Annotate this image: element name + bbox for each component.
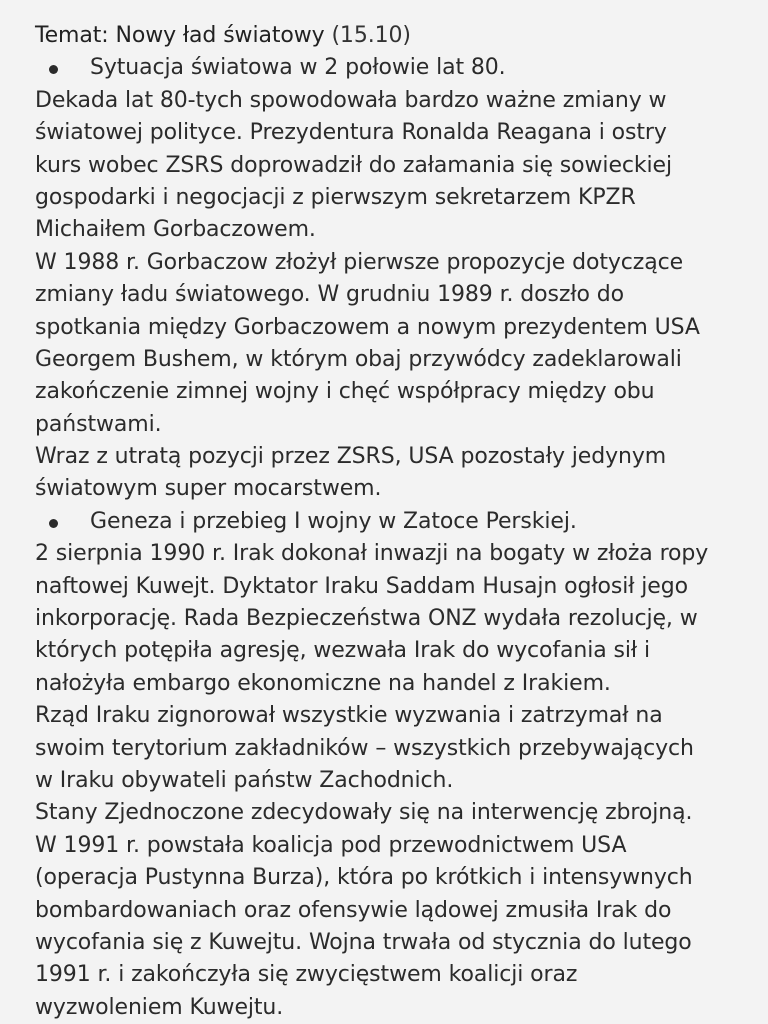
note-title	[35, 20, 750, 52]
text-line: wycofania się z Kuwejtu. Wojna trwała od stycznia do lutego	[35, 929, 692, 955]
bullet-text: Sytuacja światowa w 2 połowie lat 80.	[90, 55, 506, 81]
text-line: bombardowaniach oraz ofensywie lądowej zmusiła Irak do	[35, 897, 672, 923]
text-line: kurs wobec ZSRS doprowadził do załamania się sowieckiej	[35, 152, 672, 178]
text-line: w Iraku obywateli państw Zachodnich.	[35, 767, 454, 793]
text-line: zakończenie zimnej wojny i chęć współpracy między obu	[35, 379, 655, 405]
bullet-icon	[49, 519, 58, 528]
text-line: których potępiła agresję, wezwała Irak do wycofania sił i	[35, 638, 650, 664]
text-line: Rząd Iraku zignorował wszystkie wyzwania i zatrzymał na	[35, 703, 663, 729]
title-date: (15.10)	[324, 23, 411, 48]
text-line: (operacja Pustynna Burza), która po krótkich i intensywnych	[35, 865, 693, 891]
note-content	[35, 52, 750, 1024]
section	[35, 506, 750, 1024]
text-line: światowej polityce. Prezydentura Ronalda Reagana i ostry	[35, 120, 667, 146]
text-line: 2 sierpnia 1990 r. Irak dokonał inwazji na bogaty w złoża ropy	[35, 541, 709, 567]
text-line: swoim terytorium zakładników – wszystkich przebywających	[35, 735, 694, 761]
text-line: gospodarki i negocjacji z pierwszym sekretarzem KPZR	[35, 184, 636, 210]
paragraph	[35, 441, 750, 506]
text-line: spotkania między Gorbaczowem a nowym prezydentem USA	[35, 314, 700, 340]
text-line: inkorporację. Rada Bezpieczeństwa ONZ wydała rezolucję, w	[35, 606, 698, 632]
text-line: Georgem Bushem, w którym obaj przywódcy zadeklarowali	[35, 346, 682, 372]
paragraph	[35, 538, 750, 700]
text-line: Michaiłem Gorbaczowem.	[35, 217, 316, 243]
paragraph	[35, 85, 750, 247]
bullet-item	[35, 52, 750, 84]
text-line: 1991 r. i zakończyła się zwycięstwem koalicji oraz	[35, 962, 578, 988]
paragraph	[35, 700, 750, 797]
text-line: Dekada lat 80-tych spowodowała bardzo ważne zmiany w	[35, 87, 667, 113]
text-line: państwami.	[35, 411, 162, 437]
text-line: światowym super mocarstwem.	[35, 476, 382, 502]
text-line: zmiany ładu światowego. W grudniu 1989 r. doszło do	[35, 282, 624, 308]
bullet-item	[35, 506, 750, 538]
text-line: wyzwoleniem Kuwejtu.	[35, 994, 284, 1020]
text-line: naftowej Kuwejt. Dyktator Iraku Saddam Husajn ogłosił jego	[35, 573, 688, 599]
title-label: Temat: Nowy ład światowy	[35, 23, 325, 48]
paragraph	[35, 797, 750, 1024]
text-line: Wraz z utratą pozycji przez ZSRS, USA pozostały jedynym	[35, 444, 667, 470]
bullet-icon	[49, 65, 58, 74]
text-line: Stany Zjednoczone zdecydowały się na interwencję zbrojną.	[35, 800, 693, 826]
text-line: nałożyła embargo ekonomiczne na handel z Irakiem.	[35, 670, 611, 696]
bullet-text: Geneza i przebieg I wojny w Zatoce Perskiej.	[90, 508, 577, 534]
text-line: W 1988 r. Gorbaczow złożył pierwsze propozycje dotyczące	[35, 249, 684, 275]
text-line: W 1991 r. powstała koalicja pod przewodnictwem USA	[35, 832, 627, 858]
section	[35, 52, 750, 505]
paragraph	[35, 247, 750, 441]
